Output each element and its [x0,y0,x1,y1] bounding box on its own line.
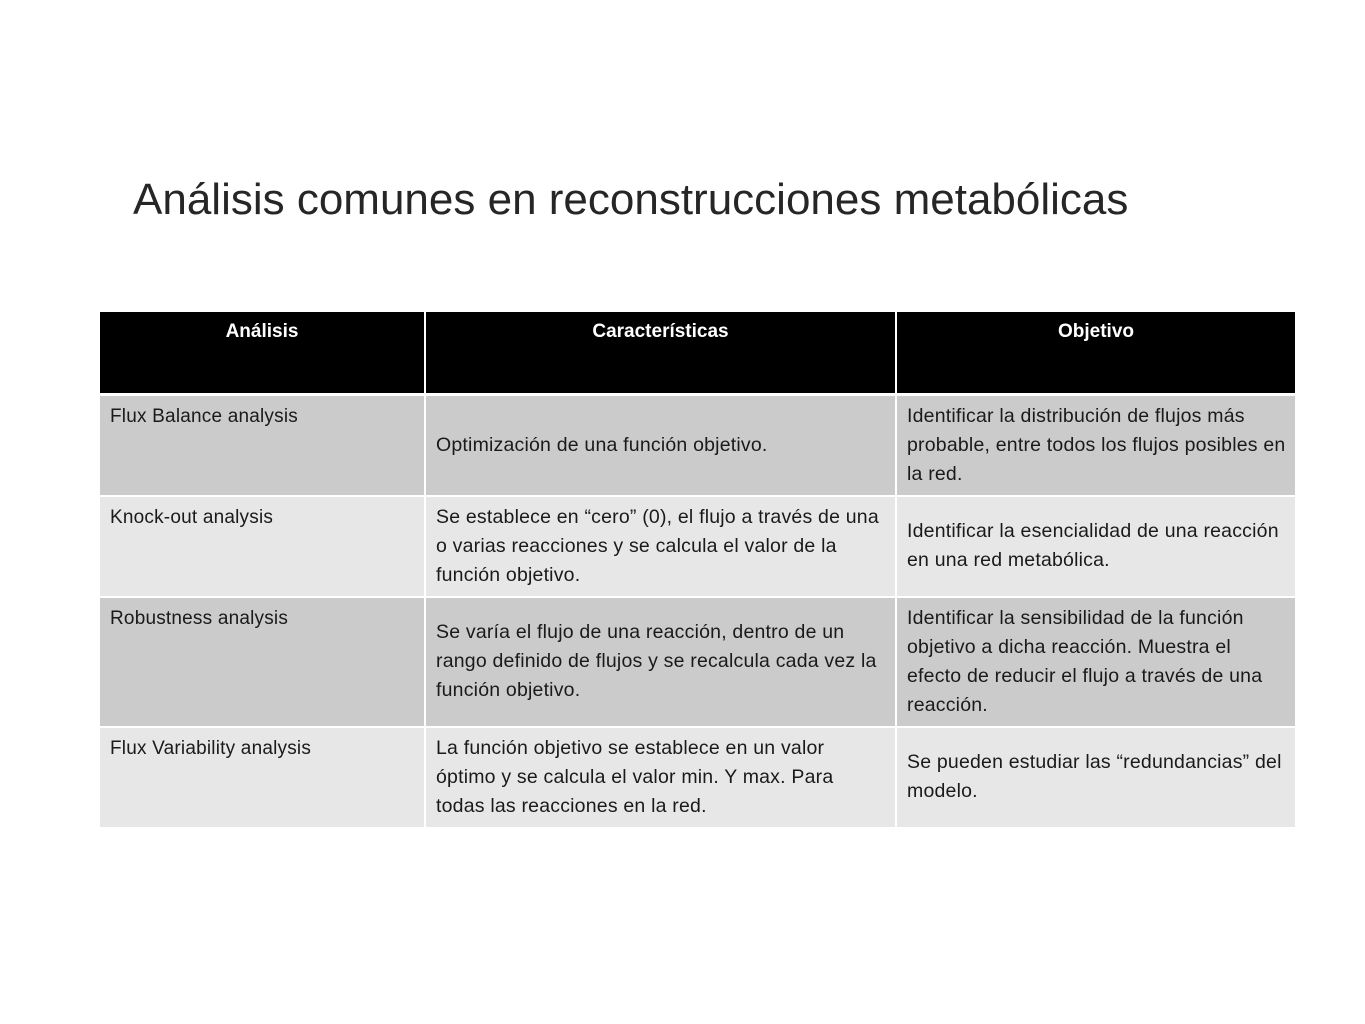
cell-analysis-name: Flux Variability analysis [100,727,425,828]
cell-objective: Identificar la distribución de flujos más probable, entre todos los flujos posibles en la red. [896,394,1295,496]
cell-objective: Identificar la sensibilidad de la función objetivo a dicha reacción. Muestra el efecto de reducir el flujo a través de una reacción. [896,597,1295,727]
cell-analysis-name: Knock-out analysis [100,496,425,597]
header-caracteristicas: Características [425,312,896,394]
slide-title: Análisis comunes en reconstrucciones metabólicas [133,175,1129,224]
header-row [100,312,1295,394]
table-body [100,394,1295,828]
cell-analysis-name: Robustness analysis [100,597,425,727]
cell-characteristics: La función objetivo se establece en un valor óptimo y se calcula el valor min. Y max. Para todas las reacciones en la red. [425,727,896,828]
cell-analysis-name: Flux Balance analysis [100,394,425,496]
table-row [100,496,1295,597]
cell-characteristics: Optimización de una función objetivo. [425,394,896,496]
table-header [100,312,1295,394]
table-row [100,727,1295,828]
cell-objective: Se pueden estudiar las “redundancias” del modelo. [896,727,1295,828]
header-objetivo: Objetivo [896,312,1295,394]
header-analisis: Análisis [100,312,425,394]
analysis-table-container [100,312,1295,829]
cell-objective: Identificar la esencialidad de una reacción en una red metabólica. [896,496,1295,597]
table-row [100,394,1295,496]
cell-characteristics: Se varía el flujo de una reacción, dentro de un rango definido de flujos y se recalcula cada vez la función objetivo. [425,597,896,727]
cell-characteristics: Se establece en “cero” (0), el flujo a través de una o varias reacciones y se calcula el valor de la función objetivo. [425,496,896,597]
analysis-table [100,312,1295,829]
table-row [100,597,1295,727]
